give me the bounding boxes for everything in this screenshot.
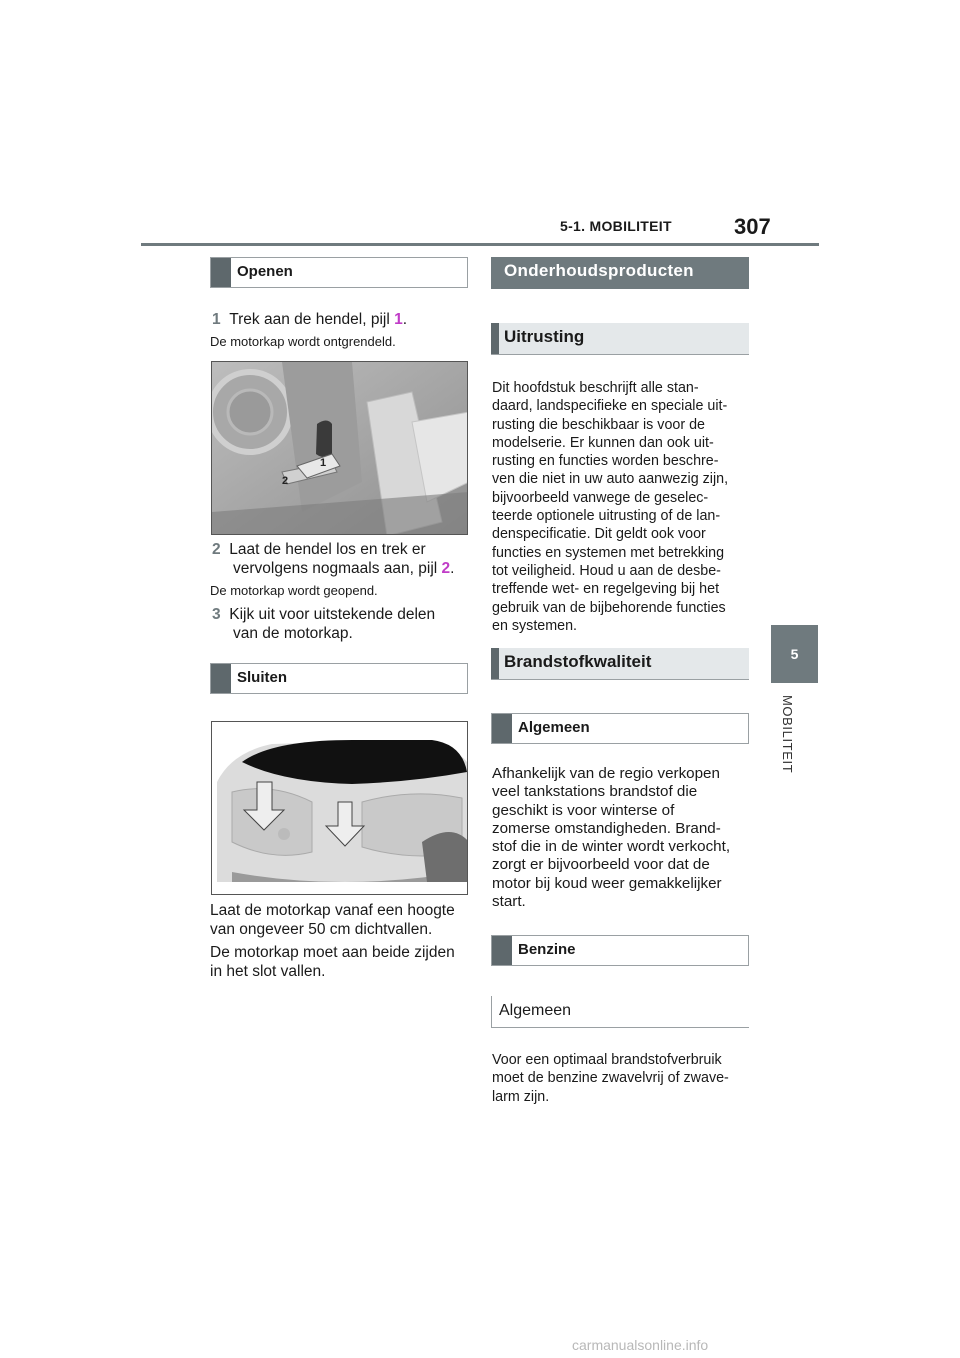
subheading-text: Algemeen (499, 1002, 572, 1019)
text-line: rusting die beschikbaar is voor de (492, 416, 705, 433)
arrow-ref: 2 (441, 560, 451, 577)
section-title: 5-1. MOBILITEIT (560, 218, 672, 234)
heading-text: Algemeen (518, 719, 590, 736)
text-line: zorgt er bijvoorbeeld voor dat de (492, 856, 710, 874)
text-line: De motorkap moet aan beide zijden (210, 944, 455, 961)
close-paragraph-2 (210, 943, 455, 981)
text-line: in het slot vallen. (210, 963, 326, 980)
text-line: rusting en functies worden beschre- (492, 453, 719, 470)
heading-bar (491, 323, 499, 354)
header-rule (141, 243, 819, 246)
heading-onderhoudsproducten (491, 257, 749, 289)
text-line: teerde optionele uitrusting of de lan- (492, 508, 721, 525)
step-number: 2 (212, 541, 221, 558)
step-text: van de motorkap. (233, 625, 353, 642)
step-number: 1 (212, 311, 221, 328)
text-line: en systemen. (492, 617, 578, 634)
heading-bar (491, 648, 499, 679)
text-line: stof die in de winter wordt verkocht, (492, 838, 731, 856)
text-line: denspecificatie. Dit geldt ook voor (492, 526, 706, 543)
bonnet-lever-illustration (212, 362, 468, 535)
close-paragraph-1 (210, 901, 455, 939)
text-line: bijvoorbeeld vanwege de geselec- (492, 489, 709, 506)
heading-benzine (491, 935, 749, 966)
text-line: treffende wet- en regelgeving bij het (492, 581, 720, 598)
subheading-algemeen (491, 996, 749, 1028)
arrow-label-1: 1 (320, 457, 327, 469)
heading-text: Openen (237, 263, 293, 280)
text-line: Voor een optimaal brandstofverbruik (492, 1052, 722, 1068)
text-line: start. (492, 893, 526, 911)
text-line: modelserie. Er kunnen dan ook uit- (492, 434, 714, 451)
step-text: Trek aan de hendel, pijl (229, 311, 395, 328)
step-3 (212, 605, 435, 643)
text-line: Dit hoofdstuk beschrijft alle stan- (492, 380, 699, 396)
step-1-note: De motorkap wordt ontgrendeld. (210, 334, 396, 349)
text-line: Afhankelijk van de regio verkopen (492, 765, 720, 782)
page-number: 307 (734, 214, 771, 239)
heading-bar (211, 258, 231, 287)
heading-uitrusting (491, 323, 749, 355)
petrol-paragraph (492, 1051, 729, 1106)
step-text: Laat de hendel los en trek er (229, 541, 426, 558)
step-number: 3 (212, 606, 221, 623)
general-paragraph (492, 765, 730, 911)
heading-text: Uitrusting (504, 327, 585, 346)
heading-bar (211, 664, 231, 693)
step-text: Kijk uit voor uitstekende delen (229, 606, 436, 623)
text-line: Laat de motorkap vanaf een hoogte (210, 902, 455, 919)
arrow-ref: 1 (394, 311, 403, 328)
text-line: functies en systemen met betrekking (492, 544, 725, 561)
step-2 (212, 540, 454, 578)
text-line: van ongeveer 50 cm dichtvallen. (210, 921, 433, 938)
text-line: gebruik van de bijbehorende functies (492, 599, 726, 616)
text-line: tot veiligheid. Houd u aan de desbe- (492, 562, 721, 579)
text-line: daard, landspecifieke en speciale uit- (492, 398, 728, 415)
text-line: moet de benzine zwavelvrij of zwave- (492, 1070, 729, 1087)
step-text: vervolgens nogmaals aan, pijl (233, 560, 442, 577)
arrow-label-2: 2 (282, 475, 289, 487)
step-1 (212, 310, 407, 329)
heading-sluiten (210, 663, 468, 694)
chapter-tab (771, 625, 818, 683)
chapter-number: 5 (790, 646, 799, 662)
heading-openen (210, 257, 468, 288)
equipment-paragraph (492, 379, 728, 635)
text-line: larm zijn. (492, 1088, 550, 1105)
heading-text: Onderhoudsproducten (504, 261, 694, 280)
step-end: . (402, 311, 408, 328)
heading-bar (492, 936, 512, 965)
heading-bar (492, 714, 512, 743)
text-line: veel tankstations brandstof die (492, 783, 698, 801)
text-line: zomerse omstandigheden. Brand- (492, 819, 721, 837)
heading-text: Benzine (518, 941, 576, 958)
text-line: ven die niet in uw auto aanwezig zijn, (492, 471, 729, 488)
heading-text: Sluiten (237, 669, 288, 686)
bonnet-close-illustration (212, 722, 468, 895)
step-end: . (450, 560, 455, 577)
text-line: geschikt is voor winterse of (492, 801, 675, 819)
heading-algemeen (491, 713, 749, 744)
heading-text: Brandstofkwaliteit (504, 652, 652, 671)
step-2-note: De motorkap wordt geopend. (210, 583, 378, 598)
chapter-label: MOBILITEIT (780, 695, 795, 774)
text-line: motor bij koud weer gemakkelijker (492, 874, 722, 892)
watermark: carmanualsonline.info (572, 1337, 709, 1353)
figure-bonnet-lever (211, 361, 468, 535)
figure-bonnet-close (211, 721, 468, 895)
heading-brandstofkwaliteit (491, 648, 749, 680)
